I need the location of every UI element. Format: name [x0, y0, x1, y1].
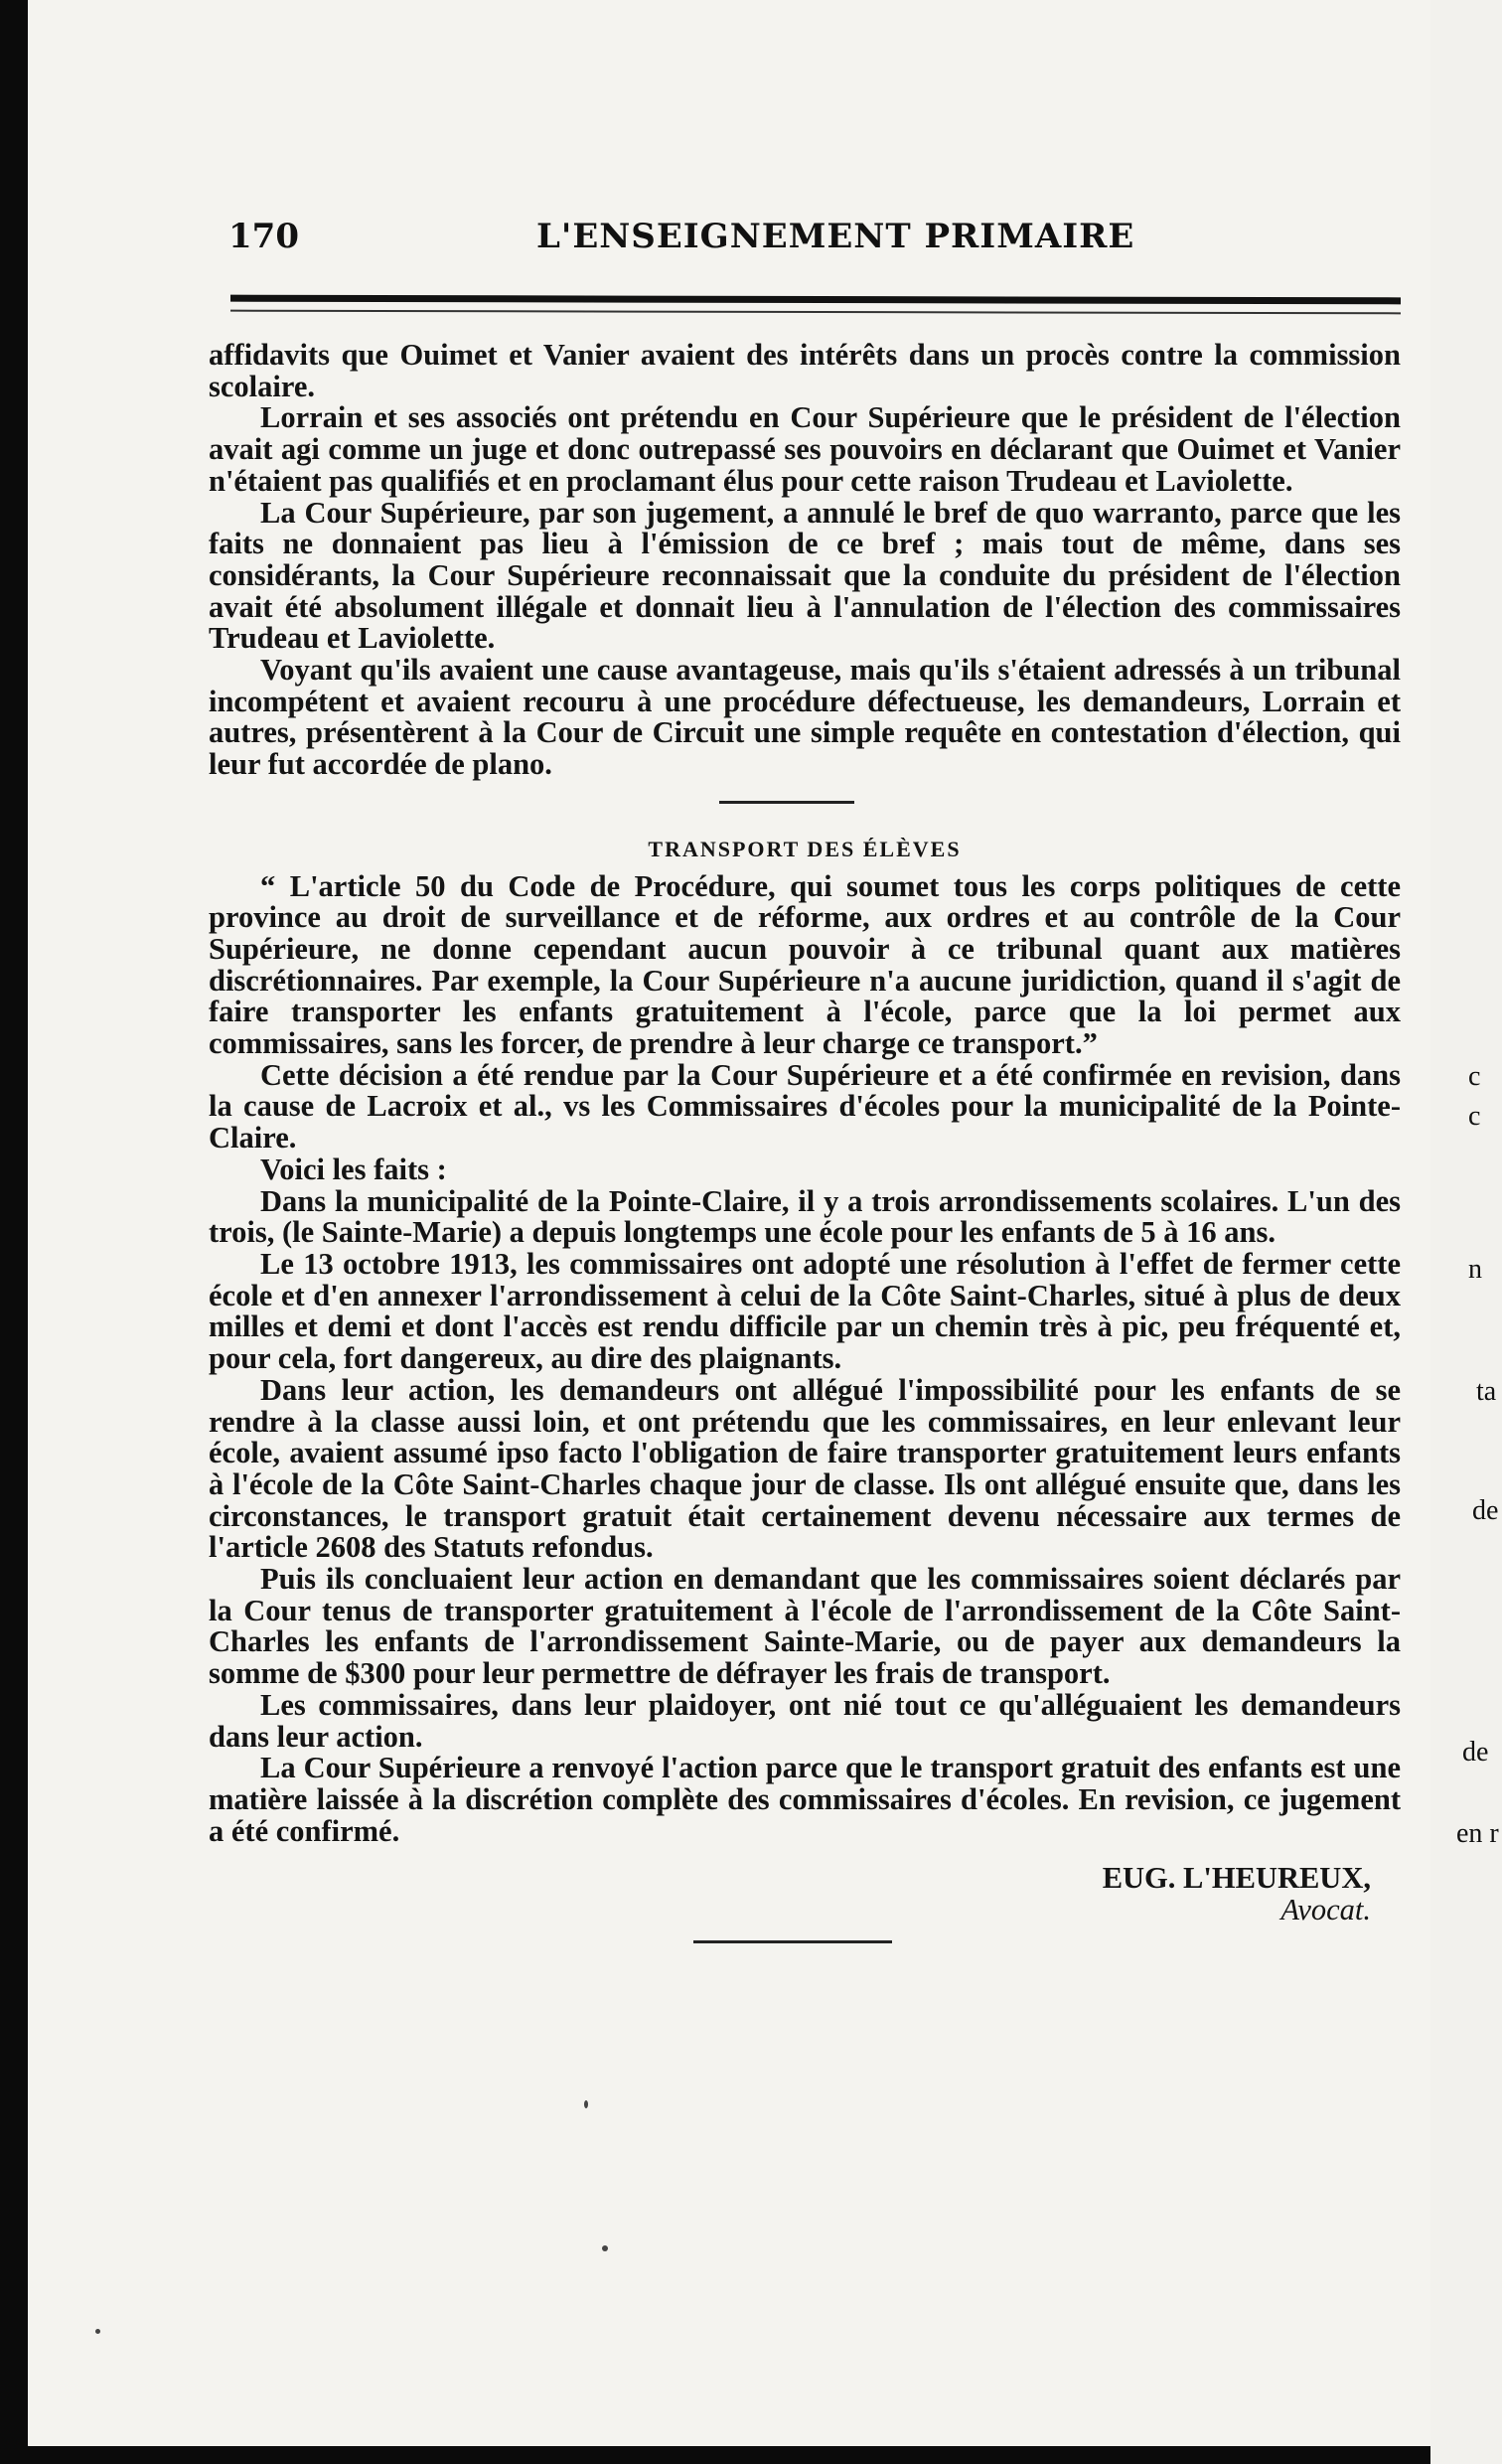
margin-fragment: n: [1468, 1254, 1482, 1285]
paragraph: “ L'article 50 du Code de Procédure, qui soumet tous les corps politiques de cette province au droit de surveillance et de réforme, aux ordres et au contrôle de la Cour Supérieure, ne donne cependant aucun pouvoir à ce tribunal quant aux matières discrétionnaires. Par exemple, la Cour Supérieure n'a aucune juridiction, quand il s'agit de faire transporter les enfants gratuitement à l'école, parce que la loi permet aux commissaires, sans les forcer, de prendre à leur charge ce transport.”: [209, 868, 1401, 1061]
paragraph: La Cour Supérieure a renvoyé l'action parce que le transport gratuit des enfants est une matière laissée à la discrétion complète des commissaires d'écoles. En revision, ce jugement a été confirmé.: [209, 1751, 1401, 1848]
page-number: 170: [228, 217, 299, 256]
paragraph: Cette décision a été rendue par la Cour Supérieure et a été confirmée en revision, dans la cause de Lacroix et al., vs les Commissaires d'écoles pour la municipalité de la Pointe-Claire.: [209, 1057, 1401, 1155]
margin-fragment: de: [1472, 1495, 1499, 1526]
paragraph: Dans la municipalité de la Pointe-Claire, il y a trois arrondissements scolaires. L'un des trois, (le Sainte-Marie) a depuis longtemps une école pour les enfants de 5 à 16 ans.: [209, 1183, 1401, 1250]
speck: [602, 2245, 608, 2251]
paragraph: Puis ils concluaient leur action en demandant que les commissaires soient déclarés par la Cour tenus de transporter gratuitement à l'école de l'arrondissement de la Côte Saint-Charles les enfants de l'arrondissement Sainte-Marie, ou de payer aux demandeurs la somme de $300 pour leur permettre de défrayer les frais de transport.: [209, 1562, 1401, 1691]
section-divider: [719, 801, 854, 804]
signature-name: EUG. L'HEUREUX,: [1102, 1861, 1371, 1896]
speck: [584, 2100, 588, 2108]
article-body: [209, 340, 1401, 1943]
speck: [95, 2329, 100, 2334]
margin-fragment: de: [1462, 1737, 1489, 1768]
adjacent-page-strip: [1430, 0, 1502, 2464]
margin-fragment: en r: [1456, 1818, 1499, 1849]
signature-title: Avocat.: [1280, 1893, 1371, 1927]
page-header: [228, 217, 1401, 266]
paragraph: Dans leur action, les demandeurs ont allégué l'impossibilité pour les enfants de se rendre à la classe aussi loin, et ont prétendu que les commissaires, en leur enlevant leur école, avaient assumé ipso facto l'obligation de faire transporter gratuitement leurs enfants à l'école de la Côte Saint-Charles chaque jour de classe. Ils ont allégué ensuite que, dans les circonstances, le transport gratuit était certainement devenu nécessaire aux termes de l'article 2608 des Statuts refondus.: [209, 1372, 1401, 1565]
margin-fragment: c: [1468, 1061, 1481, 1092]
paragraph: affidavits que Ouimet et Vanier avaient des intérêts dans un procès contre la commission scolaire.: [209, 338, 1401, 403]
running-title: L'ENSEIGNEMENT PRIMAIRE: [536, 217, 1135, 256]
margin-fragment: c: [1468, 1101, 1481, 1132]
paragraph: Lorrain et ses associés ont prétendu en Cour Supérieure que le président de l'élection avait agi comme un juge et donc outrepassé ses pouvoirs en déclarant que Ouimet et Vanier n'étaient pas qualifiés et en proclamant élus pour cette raison Trudeau et Laviolette.: [209, 400, 1401, 498]
paragraph: Le 13 octobre 1913, les commissaires ont adopté une résolution à l'effet de fermer cette école et d'en annexer l'arrondissement à celui de la Côte Saint-Charles, situé à plus de deux milles et demi et dont l'accès est rendu difficile par un chemin très à pic, peu fréquenté et, pour cela, fort dangereux, au dire des plaignants.: [209, 1246, 1401, 1376]
paragraph: Voyant qu'ils avaient une cause avantageuse, mais qu'ils s'étaient adressés à un tribunal incompétent et avaient recouru à une procédure défectueuse, les demandeurs, Lorrain et autres, présentèrent à la Cour de Circuit une simple requête en contestation d'élection, qui leur fut accordée de plano.: [209, 653, 1401, 782]
margin-fragment: ta: [1476, 1376, 1497, 1407]
paragraph: Voici les faits :: [260, 1152, 447, 1186]
section-title: TRANSPORT DES ÉLÈVES: [648, 836, 962, 861]
paragraph: Les commissaires, dans leur plaidoyer, ont nié tout ce qu'alléguaient les demandeurs dans leur action.: [209, 1687, 1401, 1754]
paragraph: La Cour Supérieure, par son jugement, a annulé le bref de quo warranto, parce que les faits ne donnaient pas lieu à l'émission de ce bref ; mais tout de même, dans ses considérants, la Cour Supérieure reconnaissait que la conduite du président de l'élection avait été absolument illégale et donnait lieu à l'annulation de l'élection des commissaires Trudeau et Laviolette.: [209, 495, 1401, 656]
closing-divider: [693, 1940, 892, 1943]
